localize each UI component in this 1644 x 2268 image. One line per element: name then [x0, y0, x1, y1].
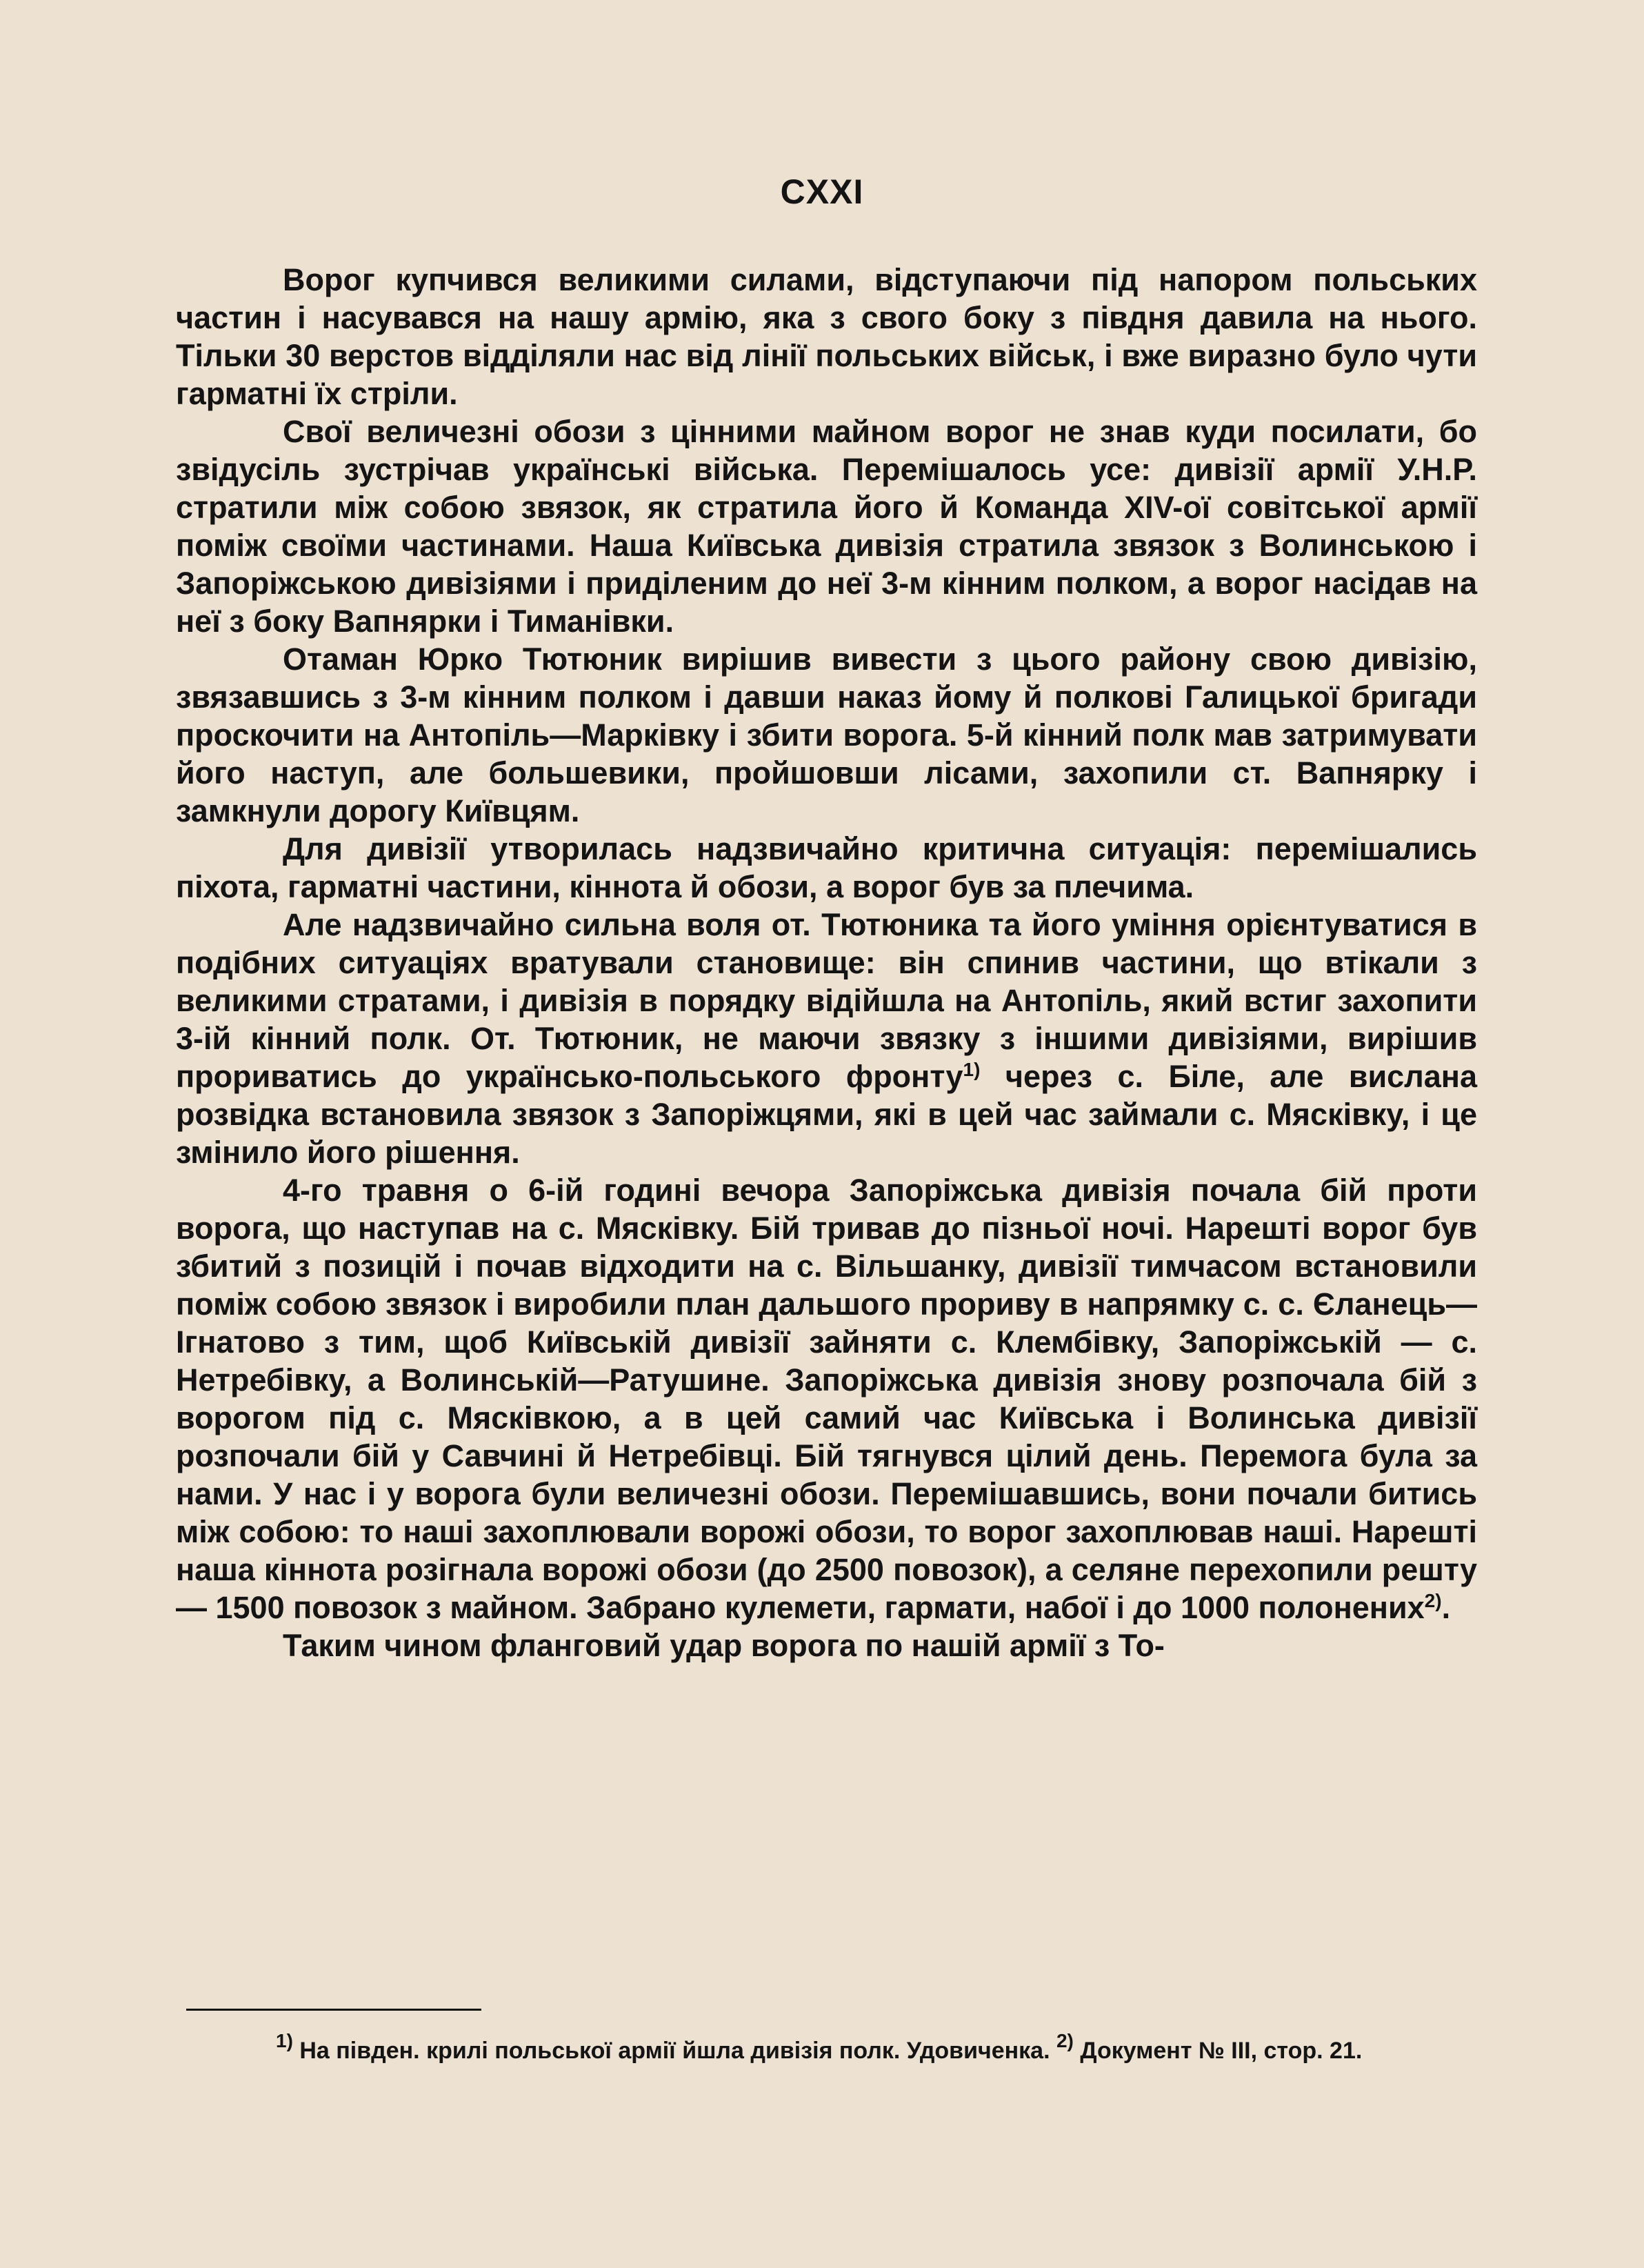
footnote-1: На півден. крилі польської армії йшла дивізія полк. Удовиченка.: [292, 2038, 1056, 2064]
paragraph-1: Ворог купчився великими силами, відступаючи під напором польських частин і насувався на нашу армію, яка з свого боку з півдня давила на нього. Тільки 30 верстов відділяли нас від лінії польських військ, і вже виразно було чути гарматні їх стріли.: [176, 262, 1477, 411]
footnote-2: Документ № III, стор. 21.: [1073, 2038, 1363, 2064]
footnote-mark-2: 2): [1056, 2030, 1074, 2051]
paragraph-7: Таким чином фланговий удар ворога по нашій армії з То-: [283, 1628, 1165, 1663]
footnote-ref-1: 1): [963, 1059, 981, 1080]
page-number: CXXI: [780, 172, 864, 211]
paragraph-5-text-a: Але надзвичайно сильна воля от. Тютюника та його уміння орієнтуватися в подібних ситуаціях вратували становище: він спинив частини, що втікали з великими стратами, і дивізія в порядку відійшла на Антопіль, який встиг захопити 3-ій кінний полк. От. Тютюник, не маючи звязку з іншими дивізіями, вирішив прориватись до українсько-польського фронту: [176, 907, 1477, 1094]
paragraph-2: Свої величезні обози з цінними майном ворог не знав куди посилати, бо звідусіль зустрічав українські війська. Перемішалось усе: дивізії армії У.Н.Р. стратили між собою звязок, як стратила його й Команда XIV-ої совітської армії поміж своїми частинами. Наша Київська дивізія стратила звязок з Волинською і Запоріжською дивізіями і приділеним до неї 3-м кінним полком, а ворог насідав на неї з боку Вапнярки і Тиманівки.: [176, 414, 1477, 639]
paragraph-5: [176, 906, 1477, 1171]
footnote-ref-2: 2): [1424, 1590, 1442, 1611]
paragraph-3: Отаман Юрко Тютюник вирішив вивести з цього району свою дивізію, звязавшись з 3-м кінним полком і давши наказ йому й полкові Галицької бригади проскочити на Антопіль—Марківку і збити ворога. 5-й кінний полк мав затримувати його наступ, але большевики, пройшовши лісами, захопили ст. Вапнярку і замкнули дорогу Київцям.: [176, 641, 1477, 828]
paragraph-4: Для дивізії утворилась надзвичайно критична ситуація: перемішались піхота, гарматні частини, кіннота й обози, а ворог був за плечима.: [176, 831, 1477, 904]
footnote-mark-1: 1): [276, 2030, 293, 2051]
paragraph-5-text-b: через с. Біле, але вислана розвідка встановила звязок з Запоріжцями, які в цей час займали с. Мясківку, і це змінило його рішення.: [176, 1059, 1478, 1170]
paragraph-6-text-b: .: [1441, 1590, 1451, 1625]
paragraph-6-text-a: 4-го травня о 6-ій годині вечора Запоріжська дивізія почала бій проти ворога, що наступав на с. Мясківку. Бій тривав до пізньої ночі. Нарешті ворог був збитий з позицій і почав відходити на с. Вільшанку, дивізії тимчасом встановили поміж собою звязок і виробили план дальшого прориву в напрямку с. с. Єланець—Ігнатово з тим, щоб Київській дивізії зайняти с. Клембівку, Запоріжській — с. Нетребівку, а Волинській—Ратушине. Запоріжська дивізія знову розпочала бій з ворогом під с. Мясківкою, а в цей самий час Київська і Волинська дивізії розпочали бій у Савчині й Нетребівці. Бій тягнувся цілий день. Перемога була за нами. У нас і у ворога були величезні обози. Перемішавшись, вони почали битись між собою: то наші захоплювали ворожі обози, то ворог захоплював наші. Нарешті наша кіннота розігнала ворожі обози (до 2500 повозок), а селяне перехопили решту — 1500 повозок з майном. Забрано кулемети, гармати, набої і до 1000 полонених: [176, 1173, 1477, 1625]
footnote-divider: [186, 2009, 481, 2011]
paragraph-6: [176, 1171, 1477, 1627]
footnotes: [186, 2030, 1477, 2067]
main-text: [176, 261, 1477, 1664]
